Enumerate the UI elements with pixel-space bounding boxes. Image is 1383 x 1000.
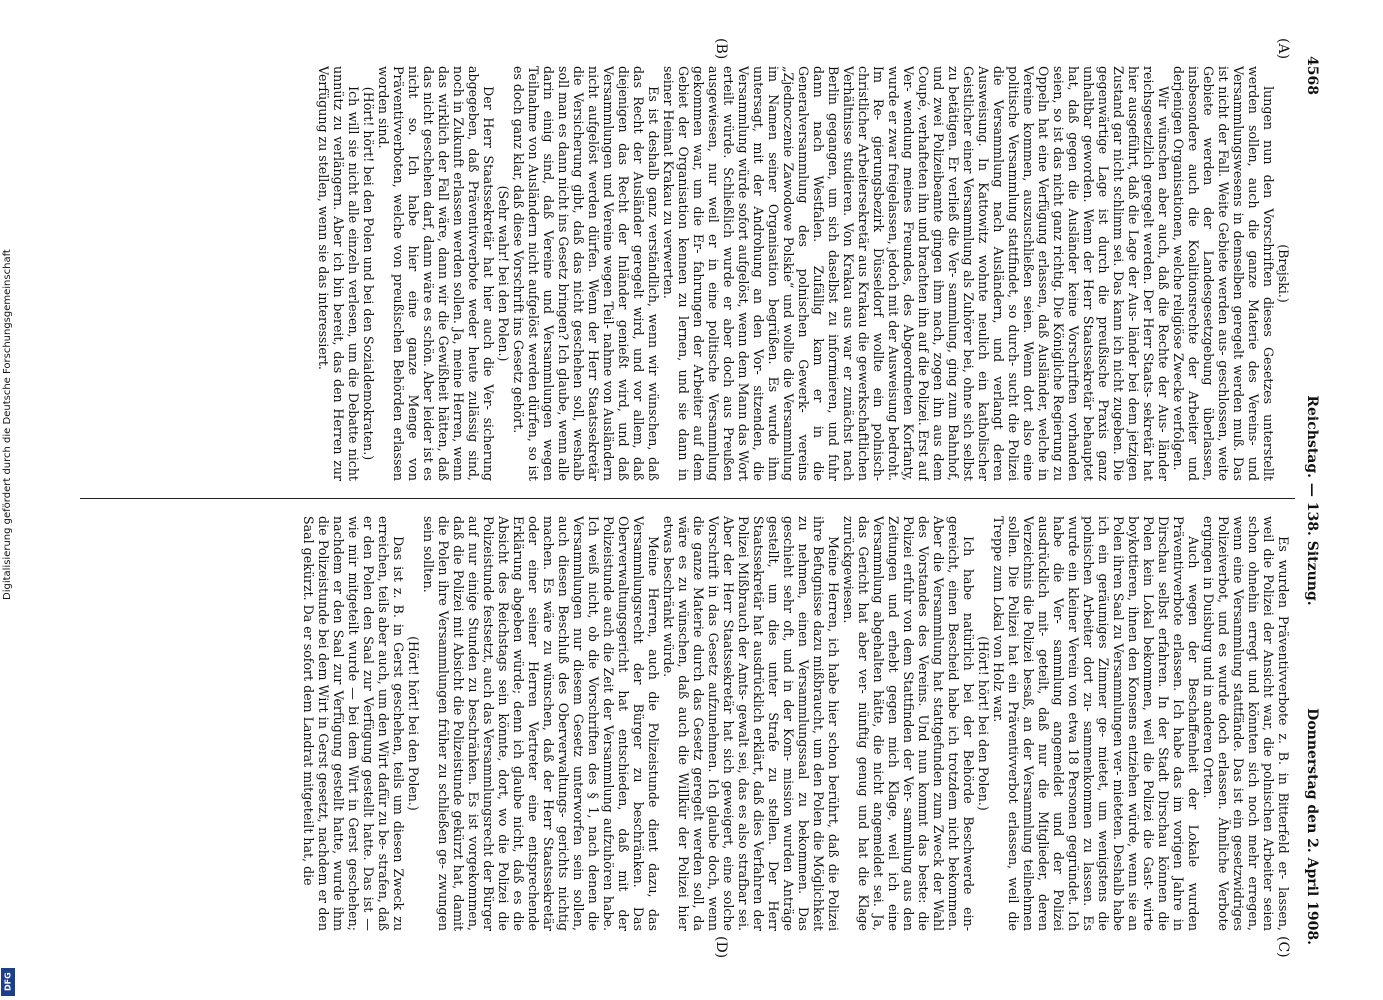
paragraph: Meine Herren, auch die Polizeistunde dient dazu, das Versammlungsrecht der Bürger zu beschränken. Das Oberverwaltungsgericht hat entschieden, daß mit der Polizeistunde auch die Zeit der Versammlung aufzuhören habe. Ich weiß nicht, ob die Vorschriften des § 1, nach denen die Versammlungen nur diesem Gesetz unterworfen sein sollen, auch diesen Beschluß des Oberverwaltungs- gerichts nichtig machen. Es wäre zu wünschen, daß der Herr Staatssekretär oder einer seiner Herren Vertreter eine entsprechende Erklärung abgeben würde; denn ich glaube nicht, daß es die Absicht des Reichstags sein könnte, dort, wo die Polizei die Polizeistunde festsetzt, auch das Versammlungsrecht der Bürger auf nur einige Stunden zu beschränken. Es ist vorgekommen, daß die Polizei mit Absicht die Polizeistunde gekürzt hat, damit die Polen ihre Versammlungen früher zu schließen ge- zwungen sein sollten.: [421, 516, 661, 931]
rotated-sheet: [70, 38, 1325, 959]
right-column: [86, 516, 1291, 931]
paragraph: Das ist z. B. in Gerst geschehen, teils um diesen Zweck zu erreichen, teils aber auch, um den Wirt dafür zu be- strafen, daß er den Polen den Saal zur Verfügung gestellt hatte. Das ist — wie mir mitgeteilt wurde — bei dem Wirt in Gerst geschehen; nachdem er den Saal zur Verfügung gestellt hatte, wurde ihm die Polizeistunde bei dem Wirt in Gerst gesetzt, nachdem er den Saal gekürzt. Da er sofort dem Landrat mitgeteilt hat, die: [301, 516, 406, 931]
interjection: (Hört! hört! bei den Polen und bei den Sozialdemokraten.): [361, 86, 376, 461]
page-number: 4568: [1304, 56, 1320, 95]
margin-marker-d: (D): [713, 936, 729, 959]
paragraph: Meine Herren, ich habe hier schon berührt, daß die Polizei ihre Befugnisse dazu mißbraucht, um den Polen die Möglichkeit zu nehmen, einen Versammlungssaal zu bekommen. Das geschieht sehr oft, und in der Kom- mission wurden Anträge gestellt, um dies unter Strafe zu stellen. Der Herr Staatssekretär hat ausdrücklich erklärt, daß dies Verfahren der Polizei Mißbrauch der Amts- gewalt sei, das es also strafbar sei. Aber der Herr Staatssekretär hat sich geweigert, eine solche Vorschrift in das Gesetz aufzunehmen. Ich glaube doch, wenn die ganze Materie durch das Gesetz geregelt werden soll, da wäre es zu wünschen, daß auch die Willkür der Polizei hier etwas beschränkt würde.: [661, 516, 841, 931]
paragraph: Ich habe natürlich bei der Behörde Beschwerde ein- gereicht, einen Bescheid habe ich trotzdem nicht bekommen. Aber die Versammlung hat stattgefunden zum Zweck der Wahl des Vorstandes des Vereins. Und nun kommt das beste: die Polizei erfuhr von dem Stattfinden der Ver- sammlung aus den Zeitungen und erhebt gegen mich Klage, weil ich eine Versammlung abgehalten hätte, die nicht angemeldet sei. Ja, das Gericht hat aber ver- nünftig genug und hat die Klage zurückgewiesen.: [841, 516, 976, 931]
interjection: (Hört! hört! bei den Polen.): [406, 636, 421, 811]
paragraph: lungen nun den Vorschriften dieses Gesetzes unterstellt werden sollen, auch die ganze Materie des Vereins- und Versammlungswesens in demselben geregelt werden muß. Das ist nicht der Fall. Weite Gebiete werden aus- geschlossen, weite Gebiete werden der Landesgesetzgebung überlassen, insbesondere auch die Koalitionsrechte der Arbeiter und derjenigen Organisationen, welche religiöse Zwecke verfolgen.: [1171, 66, 1276, 481]
paragraph: Ich will sie nicht alle einzeln verlesen, um die Debatte nicht unnütz zu verlängern. Aber ich bin bereit, das den Herren zur Verfügung zu stellen, wenn sie das interessiert.: [316, 66, 361, 481]
dfg-logo: DFG: [1, 968, 15, 996]
paragraph: Es wurden Präventivverbote z. B. in Bitterfeld er- lassen, weil die Polizei der Ansicht war, die polnischen Arbeiter seien schon ohnehin erregt und könnten sich noch mehr erregen, wenn eine Versammlung stattfände. Das ist ein gesetzwidriges Polizeiverbot, und es wurde doch erlassen. Ähnliche Verbote ergingen in Duisburg und in anderen Orten.: [1201, 516, 1291, 931]
paragraph: Es ist deshalb ganz verständlich, wenn wir wünschen, daß das Recht der Ausländer geregelt wird, und vor allem, daß diejenigen das Recht der Inländer genießt wird, und daß Versammlungen und Vereine wegen Teil- nahme von Ausländern nicht aufgelöst werden dürfen. Wenn der Herr Staatssekretär die Versicherung gibt, daß das nicht geschehen soll, weshalb soll man es dann nicht ins Gesetz bringen? Ich glaube, wenn alle darin einig sind, daß Vereine und Versammlungen wegen Teilnahme von Ausländern nicht aufgelöst werden dürfen, so ist es doch ganz klar, daß diese Vorschrift ins Gesetz gehört.: [511, 66, 661, 481]
paragraph: Auch wegen der Beschaffenheit der Lokale wurden Präventivverbote erlassen. Ich habe das im vorigen Jahre in Dirschau selbst erfahren. In der Stadt Dirschau können die Polen kein Lokal bekommen, weil die Polizei die Gast- wirte boykottieren, ihnen den Konsens entziehen würde, wenn sie an Polen ihren Saal zu Versammlungen ver- mieteten. Deshalb habe ich ein geräumiges Zimmer ge- mietet, um wenigstens die polnischen Arbeiter dort zu- sammenkommen zu lassen. Es wurde ein kleiner Verein von etwa 18 Personen gegründet. Ich habe die Ver- sammlung angemeldet und der Polizei ausdrücklich mit- geteilt, daß nur die Mitglieder, deren Verzeichnis die Polizei besaß, an der Versammlung teilnehmen sollen. Die Polizei hat ein Präventivverbot erlassen, weil die Treppe zum Lokal von Holz war.: [991, 516, 1201, 931]
digitization-note: Digitalisierung gefördert durch die Deutsche Forschungsgemeinschaft: [2, 249, 13, 600]
margin-marker-c: (C): [1275, 936, 1291, 958]
paragraph: Der Herr Staatssekretär hat hier auch die Ver- sicherung abgegeben, daß Präventivverbote weder heute zulässig sind, noch in Zukunft erlassen werden sollen. Ja, meine Herren, wenn das wirklich der Fall wäre, dann wir die Gewißheit hätten, daß das nicht geschehen darf, dann wäre es schön. Aber leider ist es nicht so. Ich habe hier eine ganze Menge von Präventivverboten, welche von preußischen Behörden erlassen worden sind.: [376, 66, 496, 481]
margin-marker-a: (A): [1275, 38, 1291, 60]
interjection: (Sehr wahr! bei den Polen.): [496, 185, 511, 362]
page-header: [1299, 48, 1325, 953]
column-divider: [80, 498, 1295, 499]
running-title: Reichstag. — 138. Sitzung.: [1304, 395, 1320, 606]
speaker-name: (Brejski.): [1276, 244, 1291, 303]
paragraph: Wir wünschen aber auch, daß die Rechte der Aus- länder reichsgesetzlich geregelt werden. Der Herr Staats- sekretär hat hier ausgeführt, daß die Lage der Aus- länder bei dem jetzigen Zustand gar nicht schlimm sei. Das kann ich nicht zugeben. Die gegenwärtige Lage ist durch die preußische Praxis ganz unhaltbar geworden. Wenn der Herr Staatssekretär behauptet hat, daß gegen die Ausländer keine Vorschriften vorhanden seien, so ist das nicht ganz richtig. Die Königliche Regierung zu Oppeln hat eine Verfügung erlassen, daß Ausländer, welche in Vereine kommen, auszuschließen seien. Wenn dort also eine politische Versammlung stattfindet, so durch- sucht die Polizei die Versammlung nach Ausländern, und verlangt deren Ausweisung. In Kattowitz wohnte neulich ein katholischer Geistlicher einer Versammlung als Zuhörer bei, ohne sich selbst zu betätigen. Er verließ die Ver- sammlung, ging zum Bahnhof, und zwei Polizeibeamte gingen ihm nach, zogen ihn aus dem Coupé, verhafteten ihn und brachten ihn auf die Polizei. Erst auf Ver- wendung meines Freundes, des Abgeordneten Korfanty, wurde er zwar freigelassen, jedoch mit der Ausweisung bedroht. Im Re- gierungsbezirk Düsseldorf wollte ein polnisch-christlicher Arbeitersekretär aus Krakau die gewerkschaftlichen Verhältnisse studieren. Von Krakau aus war er zunächst nach Berlin gegangen, um sich daselbst zu informieren, und fuhr dann nach Westfalen. Zufällig kam er in die Generalversammlung des polnischen Gewerk- vereins „Zjednoczenie Zawodowe Polskie“ und wollte die Versammlung im Namen seiner Organisation begrüßen. Es wurde ihm untersagt, mit der Androhung an den Vor- sitzenden, die Versammlung würde sofort aufgelöst, wenn dem Mann das Wort erteilt würde. Schließlich wurde er aber doch aus Preußen ausgewiesen, nur weil er in eine politische Versammlung gekommen war, um die Er- fahrungen der Arbeiter auf dem Gebiet der Organisation kennen zu lernen, und sie dann in seiner Heimat Krakau zu verwerten.: [661, 66, 1171, 481]
left-column: [86, 66, 1291, 481]
interjection: (Hört! hört! bei den Polen.): [976, 636, 991, 811]
margin-marker-b: (B): [713, 38, 729, 60]
session-date: Donnerstag den 2. April 1908.: [1304, 708, 1320, 945]
